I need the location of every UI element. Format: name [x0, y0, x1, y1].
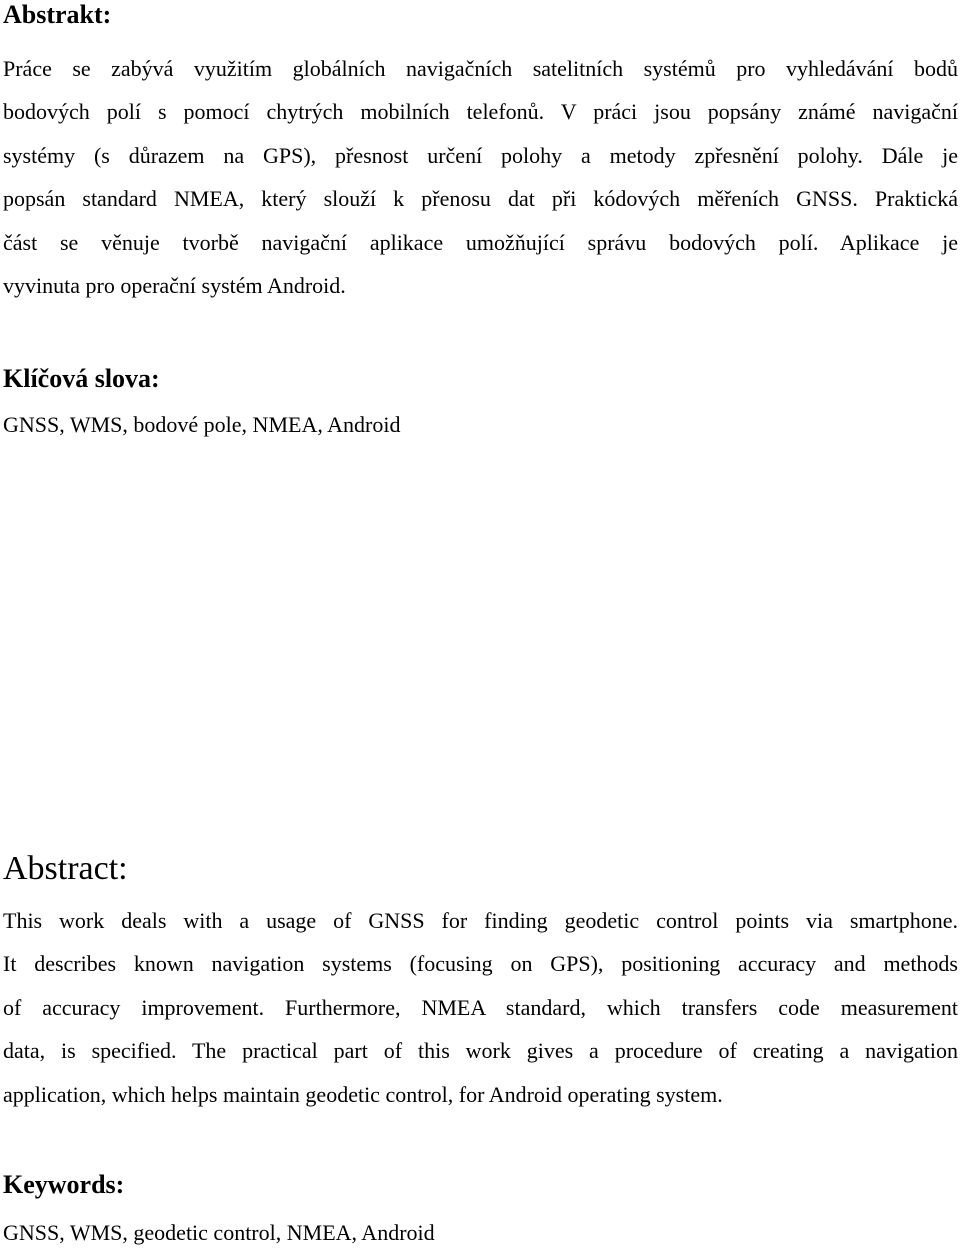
english-abstract-paragraph: [3, 899, 958, 1116]
english-abstract-line: of accuracy improvement. Furthermore, NMEA standard, which transfers code measurement: [3, 994, 958, 1020]
english-abstract-line: application, which helps maintain geodetic control, for Android operating system.: [3, 1081, 723, 1107]
czech-abstract-line: popsán standard NMEA, který slouží k přenosu dat při kódových měřeních GNSS. Praktická: [3, 186, 958, 212]
czech-abstract-line: Práce se zabývá využitím globálních navigačních satelitních systémů pro vyhledávání bodů: [3, 56, 958, 81]
czech-abstract-line: část se věnuje tvorbě navigační aplikace umožňující správu bodových polí. Aplikace je: [3, 229, 958, 255]
english-abstract-line: This work deals with a usage of GNSS for finding geodetic control points via smartphone.: [3, 908, 958, 933]
czech-abstract-line: bodových polí s pomocí chytrých mobilních telefonů. V práci jsou popsány známé navigační: [3, 99, 958, 125]
czech-abstract-line: vyvinuta pro operační systém Android.: [3, 273, 346, 299]
english-keywords-heading: Keywords:: [3, 1170, 125, 1199]
czech-keywords-text: GNSS, WMS, bodové pole, NMEA, Android: [3, 412, 401, 437]
english-keywords-text: GNSS, WMS, geodetic control, NMEA, Android: [3, 1220, 435, 1245]
czech-abstract-line: systémy (s důrazem na GPS), přesnost určení polohy a metody zpřesnění polohy. Dále je: [3, 142, 958, 168]
english-abstract-line: data, is specified. The practical part of this work gives a procedure of creating a navigation: [3, 1038, 958, 1064]
english-abstract-line: It describes known navigation systems (focusing on GPS), positioning accuracy and methods: [3, 951, 958, 977]
english-abstract-heading: Abstract:: [3, 850, 128, 887]
czech-keywords-heading: Klíčová slova:: [3, 364, 160, 393]
czech-abstract-heading: Abstrakt:: [3, 0, 112, 29]
czech-abstract-paragraph: [3, 47, 958, 307]
